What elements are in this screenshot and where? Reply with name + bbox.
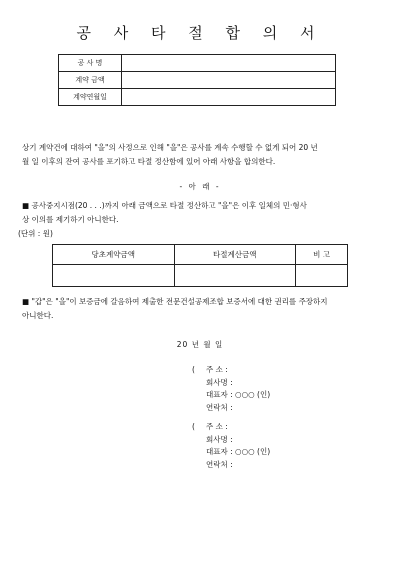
clause-1-line-1: ■ 공사중지시점(20 . . .)까지 아래 금액으로 타절 정산하고 "을"은 이후 일체의 민·형사 (22, 201, 307, 210)
party-1-contact: 연락처 : (206, 402, 233, 412)
party-1-address: 주 소 : (206, 365, 228, 374)
settlement-amount-header: 타절계산금액 (174, 245, 296, 265)
party-1-bracket: ( (192, 365, 195, 374)
table-row (59, 55, 336, 72)
project-name-value[interactable] (122, 55, 336, 72)
project-name-label: 공 사 명 (59, 55, 122, 72)
original-amount-header: 당초계약금액 (53, 245, 175, 265)
party-1-company: 회사명 : (206, 377, 233, 387)
intro-line-2: 월 일 이후의 잔여 공사를 포기하고 타절 정산함에 있어 아래 사항을 합의한다. (22, 157, 276, 166)
table-row (53, 265, 348, 287)
contract-date-value[interactable] (122, 89, 336, 106)
remarks-cell[interactable] (296, 265, 348, 287)
intro-paragraph (22, 141, 382, 169)
clause-1-line-2: 상 이의를 제기하기 아니한다. (22, 215, 119, 224)
party-2-company: 회사명 : (206, 434, 233, 444)
unit-note: (단위 : 원) (18, 229, 53, 238)
clause-2 (22, 295, 382, 323)
table-row (59, 89, 336, 106)
original-amount-cell[interactable] (53, 265, 175, 287)
intro-line-1: 상기 계약건에 대하여 "을"의 사정으로 인해 "을"은 공사를 계속 수행할 수 없게 되어 20 년 (22, 143, 318, 152)
document-title: 공 사 타 절 합 의 서 (76, 24, 324, 42)
clause-2-line-1: ■ "갑"은 "을"이 보증금에 갈음하여 제출한 전문건설공제조합 보증서에 대한 권리를 주장하지 (22, 297, 328, 306)
clause-1 (22, 199, 382, 227)
remarks-header: 비 고 (296, 245, 348, 265)
settlement-amount-table (52, 244, 348, 287)
party-1-representative: 대표자 : ○○○ (인) (206, 390, 271, 399)
below-heading: - 아 래 - (179, 182, 221, 191)
contract-amount-value[interactable] (122, 72, 336, 89)
party-2-address: 주 소 : (206, 422, 228, 431)
party-2-contact: 연락처 : (206, 459, 233, 469)
clause-2-line-2: 아니한다. (22, 311, 54, 320)
contract-info-table (58, 54, 336, 106)
party-2-bracket: ( (192, 422, 195, 431)
contract-date-label: 계약연월일 (59, 89, 122, 106)
table-row (59, 72, 336, 89)
table-header-row (53, 245, 348, 265)
date-line: 20 년 월 일 (176, 340, 224, 349)
contract-amount-label: 계약 금액 (59, 72, 122, 89)
settlement-amount-cell[interactable] (174, 265, 296, 287)
party-2-representative: 대표자 : ○○○ (인) (206, 447, 271, 456)
